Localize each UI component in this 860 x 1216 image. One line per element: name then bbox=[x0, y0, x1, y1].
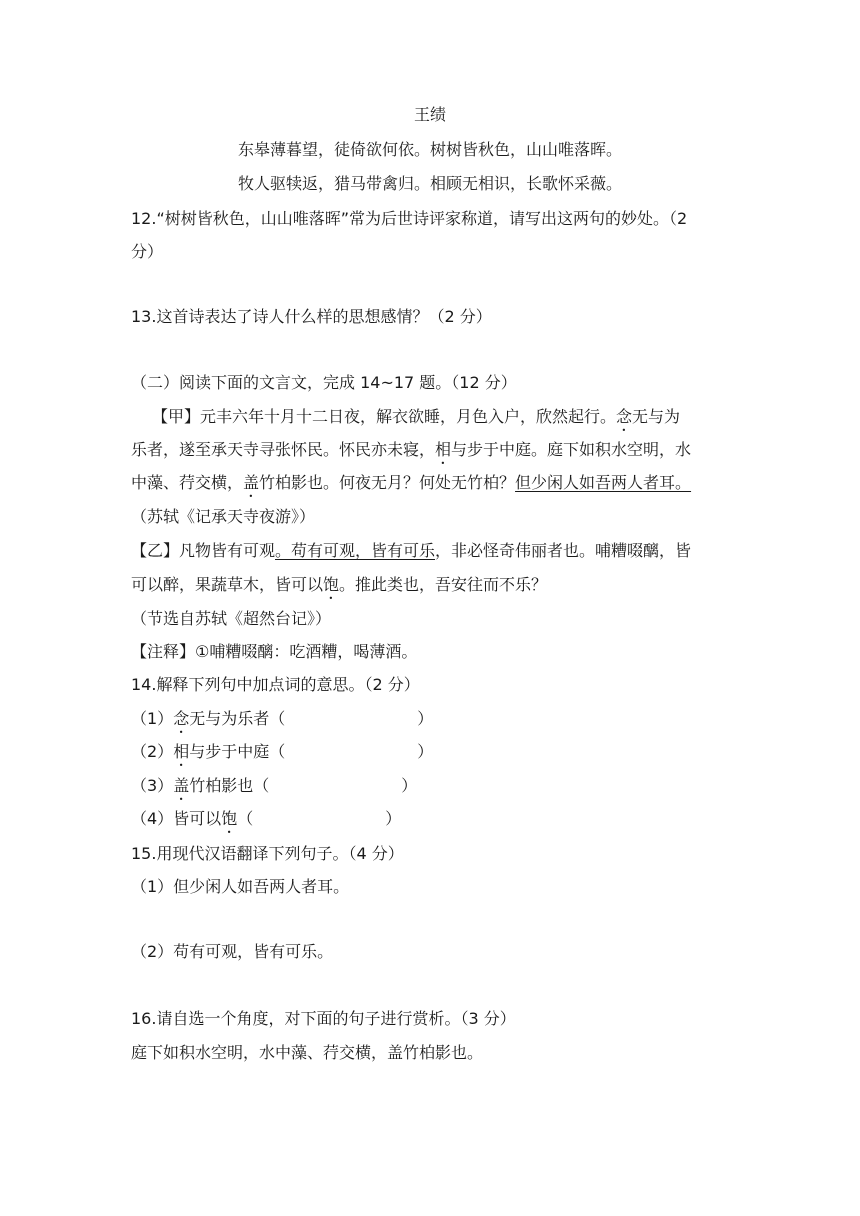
question-16-sentence: 庭下如积水空明，水中藻、荇交横，盖竹柏影也。 bbox=[131, 1043, 484, 1062]
dotted-word: 念 bbox=[173, 709, 190, 728]
question-15: 15.用现代汉语翻译下列句子。（4 分） bbox=[131, 844, 404, 863]
poem-author: 王绩 bbox=[413, 105, 446, 124]
question-14-item-1: （1）念无与为乐者（ ） bbox=[131, 709, 434, 728]
passage-jia-line-3: 中藻、荇交横，盖竹柏影也。何夜无月？何处无竹柏？但少闲人如吾两人者耳。 bbox=[131, 473, 692, 492]
question-12-cont: 分） bbox=[131, 242, 164, 261]
dotted-word: 盖 bbox=[243, 473, 260, 492]
passage-jia-line-2: 乐者，遂至承天寺寻张怀民。怀民亦未寝，相与步于中庭。庭下如积水空明，水 bbox=[131, 440, 692, 459]
question-14: 14.解释下列句中加点词的意思。（2 分） bbox=[131, 675, 420, 694]
poem-line-2: 牧人驱犊返，猎马带禽归。相顾无相识，长歌怀采薇。 bbox=[237, 174, 622, 193]
question-15-item-1: （1）但少闲人如吾两人者耳。 bbox=[131, 877, 350, 896]
dotted-word: 盖 bbox=[173, 776, 190, 795]
underlined-sentence: 但少闲人如吾两人者耳。 bbox=[515, 473, 692, 492]
passage-yi-source: （节选自苏轼《超然台记》） bbox=[131, 609, 332, 628]
dotted-word: 饱 bbox=[221, 809, 238, 828]
passage-yi-line-1: 【乙】凡物皆有可观。苟有可观，皆有可乐，非必怪奇伟丽者也。哺糟啜醨，皆 bbox=[131, 541, 692, 560]
question-14-item-3: （3）盖竹柏影也（ ） bbox=[131, 776, 418, 795]
dotted-word: 饱 bbox=[323, 575, 340, 594]
underlined-sentence: 。苟有可观，皆有可乐 bbox=[275, 541, 436, 560]
passage-jia-source: （苏轼《记承天寺夜游》） bbox=[131, 507, 316, 526]
question-13: 13.这首诗表达了诗人什么样的思想感情？（2 分） bbox=[131, 307, 492, 326]
question-15-item-2: （2）苟有可观，皆有可乐。 bbox=[131, 942, 334, 961]
annotation-note: 【注释】①哺糟啜醨：吃酒糟，喝薄酒。 bbox=[131, 642, 418, 661]
question-14-item-2: （2）相与步于中庭（ ） bbox=[131, 742, 434, 761]
question-12: 12.“树树皆秋色，山山唯落晖”常为后世诗评家称道，请写出这两句的妙处。（2 bbox=[131, 209, 688, 228]
question-14-item-4: （4）皆可以饱（ ） bbox=[131, 809, 402, 828]
dotted-word: 相 bbox=[435, 440, 452, 459]
poem-line-1: 东皋薄暮望，徒倚欲何依。树树皆秋色，山山唯落晖。 bbox=[237, 140, 622, 159]
question-16: 16.请自选一个角度，对下面的句子进行赏析。（3 分） bbox=[131, 1009, 516, 1028]
section-2-heading: （二）阅读下面的文言文，完成 14~17 题。（12 分） bbox=[131, 373, 517, 392]
passage-yi-line-2: 可以醉，果蔬草木，皆可以饱。推此类也，吾安往而不乐？ bbox=[131, 575, 548, 594]
passage-jia-line-1: 【甲】元丰六年十月十二日夜，解衣欲睡，月色入户，欣然起行。念无与为 bbox=[152, 407, 681, 426]
dotted-word: 念 bbox=[616, 407, 633, 426]
dotted-word: 相 bbox=[173, 742, 190, 761]
